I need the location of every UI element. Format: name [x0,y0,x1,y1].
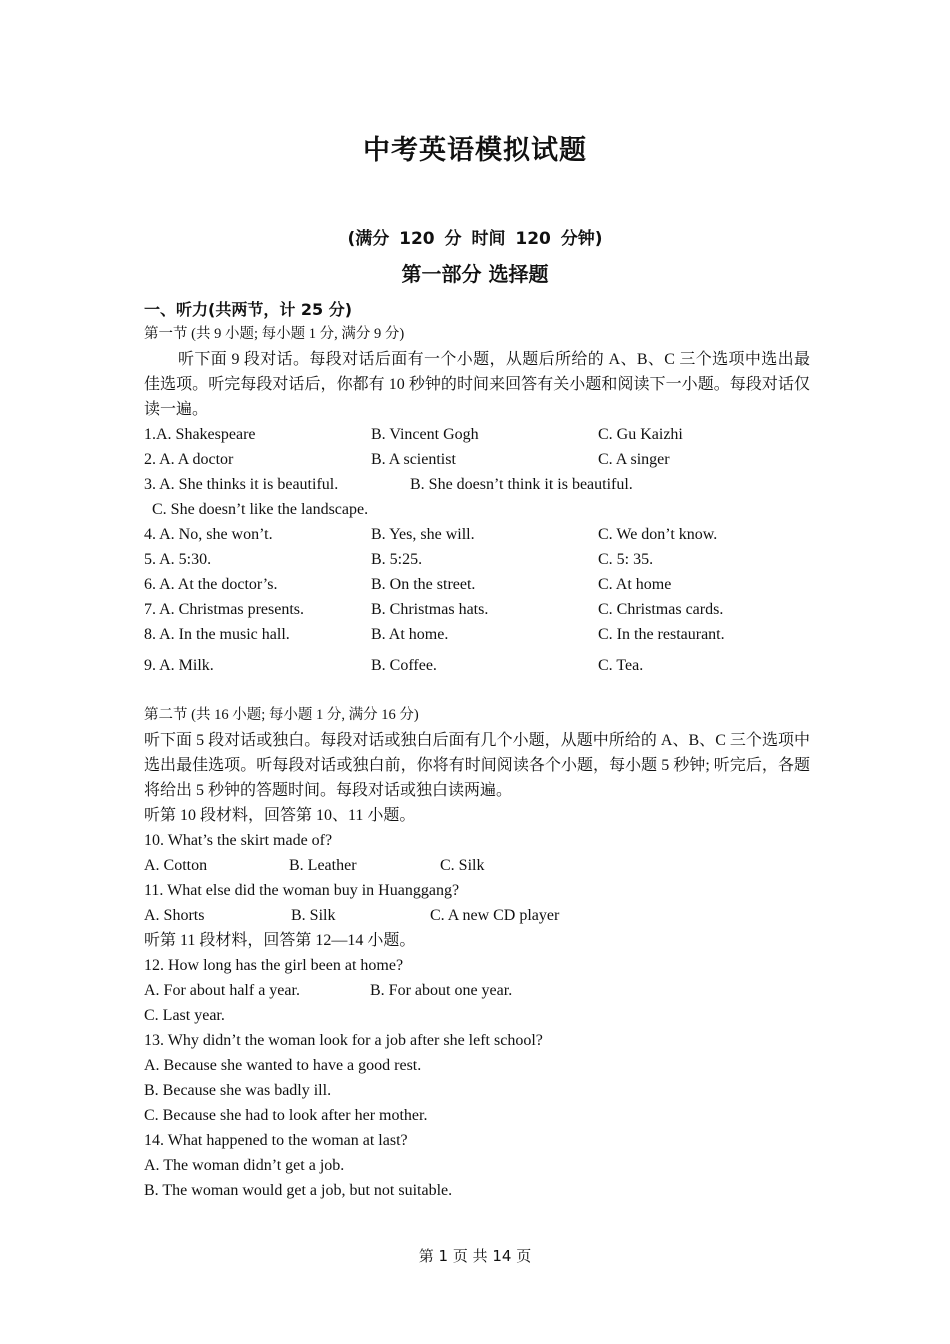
page-title: 中考英语模拟试题 [363,135,587,165]
page-number: 第 1 页 共 14 页 [418,1247,532,1265]
option-a: A. For about half a year. [144,982,300,999]
exam-content [144,297,810,1203]
option-b: B. The woman would get a job, but not suitable. [144,1182,453,1199]
option-a: 7. A. Christmas presents. [144,601,304,618]
section-heading: 一、听力(共两节，计 25 分) [144,300,353,319]
option-b: B. Leather [289,857,357,874]
option-a: A. Cotton [144,857,208,874]
option-a: A. The woman didn’t get a job. [144,1157,345,1174]
option-c: C. In the restaurant. [598,626,725,643]
option-c: C. A singer [598,451,670,468]
option-b: B. On the street. [371,576,476,593]
section-subheading: 第二节 (共 16 小题; 每小题 1 分, 满分 16 分) [144,707,419,723]
option-b: B. Because she was badly ill. [144,1082,332,1099]
option-a: 6. A. At the doctor’s. [144,576,278,593]
question-row [144,622,810,647]
question-row [144,447,810,472]
option-c: C. A new CD player [430,907,560,924]
option-a: 1.A. Shakespeare [144,426,256,443]
option-b: B. 5:25. [371,551,423,568]
option-c: C. We don’t know. [598,526,718,543]
option-c: C. Last year. [144,1007,225,1024]
option-c: C. 5: 35. [598,551,654,568]
material-note: 听第 11 段材料，回答第 12—14 小题。 [144,932,416,949]
question-row [144,422,810,447]
option-a: 8. A. In the music hall. [144,626,290,643]
option-a: 9. A. Milk. [144,657,214,674]
question-row [144,522,810,547]
question-row [144,472,810,497]
part-heading: 第一部分 选择题 [401,262,549,286]
question-row [144,653,810,678]
option-a: 4. A. No, she won’t. [144,526,273,543]
option-a: A. Shorts [144,907,205,924]
material-note: 听第 10 段材料，回答第 10、11 小题。 [144,807,416,824]
option-b: B. Silk [291,907,336,924]
spacer [144,678,810,703]
option-a: 5. A. 5:30. [144,551,212,568]
option-c: C. Tea. [598,657,644,674]
option-a: 2. A. A doctor [144,451,234,468]
option-a: A. Because she wanted to have a good rest. [144,1057,422,1074]
question-text: 12. How long has the girl been at home? [144,957,404,974]
question-row [144,597,810,622]
option-c: C. Christmas cards. [598,601,724,618]
option-c: C. Because she had to look after her mother. [144,1107,428,1124]
option-b: B. Coffee. [371,657,437,674]
question-row [144,978,810,1003]
instructions: 听下面 5 段对话或独白。每段对话或独白后面有几个小题，从题中所给的 A、B、C 三个选项中选出最佳选项。听每段对话或独白前，你将有时间阅读各个小题，每小题 5 秒钟; 听完后，各题将给出 5 秒钟的答题时间。每段对话或独白读两遍。 [144,732,810,799]
option-b: B. At home. [371,626,449,643]
section-subheading: 第一节 (共 9 小题; 每小题 1 分, 满分 9 分) [144,326,405,342]
question-row [144,903,810,928]
question-text: 11. What else did the woman buy in Huanggang? [144,882,460,899]
option-b: B. Vincent Gogh [371,426,479,443]
question-text: 10. What’s the skirt made of? [144,832,333,849]
option-c: C. At home [598,576,672,593]
question-row [144,572,810,597]
option-c: C. Gu Kaizhi [598,426,683,443]
question-text: 13. Why didn’t the woman look for a job after she left school? [144,1032,543,1049]
question-text: 14. What happened to the woman at last? [144,1132,408,1149]
question-row [144,853,810,878]
option-c: C. Silk [440,857,485,874]
option-c: C. She doesn’t like the landscape. [152,501,369,518]
option-b: B. She doesn’t think it is beautiful. [410,476,633,493]
option-b: B. Yes, she will. [371,526,475,543]
option-b: B. For about one year. [370,982,513,999]
question-row [144,547,810,572]
exam-info: (满分 120 分 时间 120 分钟) [347,229,603,249]
option-b: B. Christmas hats. [371,601,489,618]
option-b: B. A scientist [371,451,456,468]
option-a: 3. A. She thinks it is beautiful. [144,476,339,493]
instructions: 听下面 9 段对话。每段对话后面有一个小题，从题后所给的 A、B、C 三个选项中选出最佳选项。听完每段对话后，你都有 10 秒钟的时间来回答有关小题和阅读下一小题。每段对话仅读一遍。 [144,351,810,418]
